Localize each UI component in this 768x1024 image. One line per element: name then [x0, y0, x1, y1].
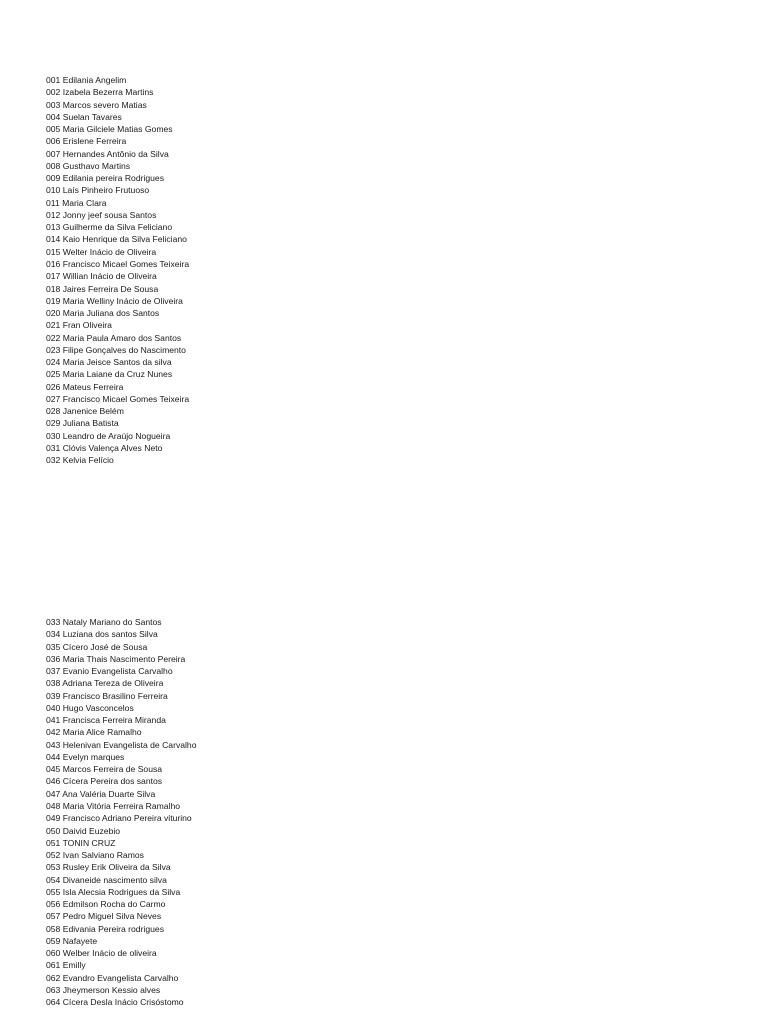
name-list-2: [46, 616, 197, 1009]
list-item: 042 Maria Alice Ramalho: [46, 727, 142, 738]
list-item: 019 Maria Welliny Inácio de Oliveira: [46, 295, 183, 306]
list-item: 013 Guilherme da Silva Feliciano: [46, 222, 173, 233]
list-item: 028 Janenice Belém: [46, 406, 124, 417]
list-item: 025 Maria Laiane da Cruz Nunes: [46, 369, 173, 380]
list-item: 005 Maria Gilciele Matias Gomes: [46, 124, 173, 135]
list-item: 050 Daivid Euzebio: [46, 825, 121, 836]
list-item: 029 Juliana Batista: [46, 418, 119, 429]
list-item: 008 Gusthavo Martins: [46, 160, 131, 171]
list-item: 041 Francisca Ferreira Miranda: [46, 715, 166, 726]
list-item: 022 Maria Paula Amaro dos Santos: [46, 332, 182, 343]
list-item: 033 Nataly Mariano do Santos: [46, 617, 162, 627]
list-item: 052 Ivan Salviano Ramos: [46, 850, 144, 861]
list-item: 037 Evanio Evangelista Carvalho: [46, 666, 173, 677]
list-item: 051 TONIN CRUZ: [46, 837, 116, 848]
list-item: 012 Jonny jeef sousa Santos: [46, 209, 157, 220]
list-item: 039 Francisco Brasilino Ferreira: [46, 690, 168, 701]
list-item: 024 Maria Jeisce Santos da silva: [46, 357, 172, 368]
list-item: 034 Luziana dos santos Silva: [46, 629, 158, 640]
list-item: 006 Erislene Ferreira: [46, 136, 127, 147]
list-item: 014 Kaio Henrique da Silva Feliciano: [46, 234, 187, 245]
list-item: 007 Hernandes Antônio da Silva: [46, 148, 169, 159]
list-item: 047 Ana Valéria Duarte Silva: [46, 788, 156, 799]
list-item: 035 Cícero José de Sousa: [46, 641, 148, 652]
list-item: 010 Laís Pinheiro Frutuoso: [46, 185, 150, 196]
list-item: 002 Izabela Bezerra Martins: [46, 87, 154, 98]
list-item: 021 Fran Oliveira: [46, 320, 112, 331]
list-item: 015 Welter Inácio de Oliveira: [46, 246, 157, 257]
list-item: 038 Adriana Tereza de Oliveira: [46, 678, 164, 689]
list-item: 059 Nafayete: [46, 935, 98, 946]
name-list-1: [46, 74, 189, 467]
list-item: 049 Francisco Adriano Pereira viturino: [46, 813, 192, 824]
list-item: 003 Marcos severo Matias: [46, 99, 147, 110]
list-item: 046 Cícera Pereira dos santos: [46, 776, 163, 787]
list-item: 004 Suelan Tavares: [46, 111, 122, 122]
list-item: 054 Divaneide nascimento silva: [46, 874, 167, 885]
list-item: 044 Evelyn marques: [46, 751, 125, 762]
list-item: 036 Maria Thais Nascimento Pereira: [46, 653, 186, 664]
list-item: 030 Leandro de Araújo Nogueira: [46, 430, 171, 441]
list-item: 016 Francisco Micael Gomes Teixeira: [46, 258, 190, 269]
list-item: 062 Evandro Evangelista Carvalho: [46, 972, 179, 983]
list-item: 009 Edilania pereira Rodrigues: [46, 173, 165, 184]
list-item: 061 Emilly: [46, 960, 86, 971]
list-item: 048 Maria Vitória Ferreira Ramalho: [46, 800, 181, 811]
list-item: 031 Clóvis Valença Alves Neto: [46, 442, 163, 453]
list-item: 027 Francisco Micael Gomes Teixeira: [46, 393, 190, 404]
list-item: 058 Edivania Pereira rodrigues: [46, 923, 164, 934]
list-item: 017 Willian Inácio de Oliveira: [46, 271, 157, 282]
list-item: 026 Mateus Ferreira: [46, 381, 124, 392]
list-item: 057 Pedro Miguel Silva Neves: [46, 911, 162, 922]
list-item: 011 Maria Clara: [46, 197, 107, 208]
list-item: 001 Edilania Angelim: [46, 75, 127, 85]
list-item: 064 Cícera Desla Inácio Crisóstomo: [46, 997, 184, 1008]
list-item: 060 Welber Inácio de oliveira: [46, 948, 157, 959]
list-item: 032 Kelvia Felício: [46, 455, 114, 466]
list-item: 043 Helenivan Evangelista de Carvalho: [46, 739, 197, 750]
list-item: 063 Jheymerson Kessio alves: [46, 984, 161, 995]
list-item: 055 Isla Alecsia Rodrigues da Silva: [46, 886, 181, 897]
list-item: 020 Maria Juliana dos Santos: [46, 308, 160, 319]
list-item: 045 Marcos Ferreira de Sousa: [46, 764, 163, 775]
list-item: 056 Edmilson Rocha do Carmo: [46, 899, 166, 910]
list-item: 023 Filipe Gonçalves do Nascimento: [46, 344, 186, 355]
list-item: 018 Jaires Ferreira De Sousa: [46, 283, 159, 294]
list-item: 053 Rusley Erik Oliveira da Silva: [46, 862, 171, 873]
list-item: 040 Hugo Vasconcelos: [46, 702, 134, 713]
